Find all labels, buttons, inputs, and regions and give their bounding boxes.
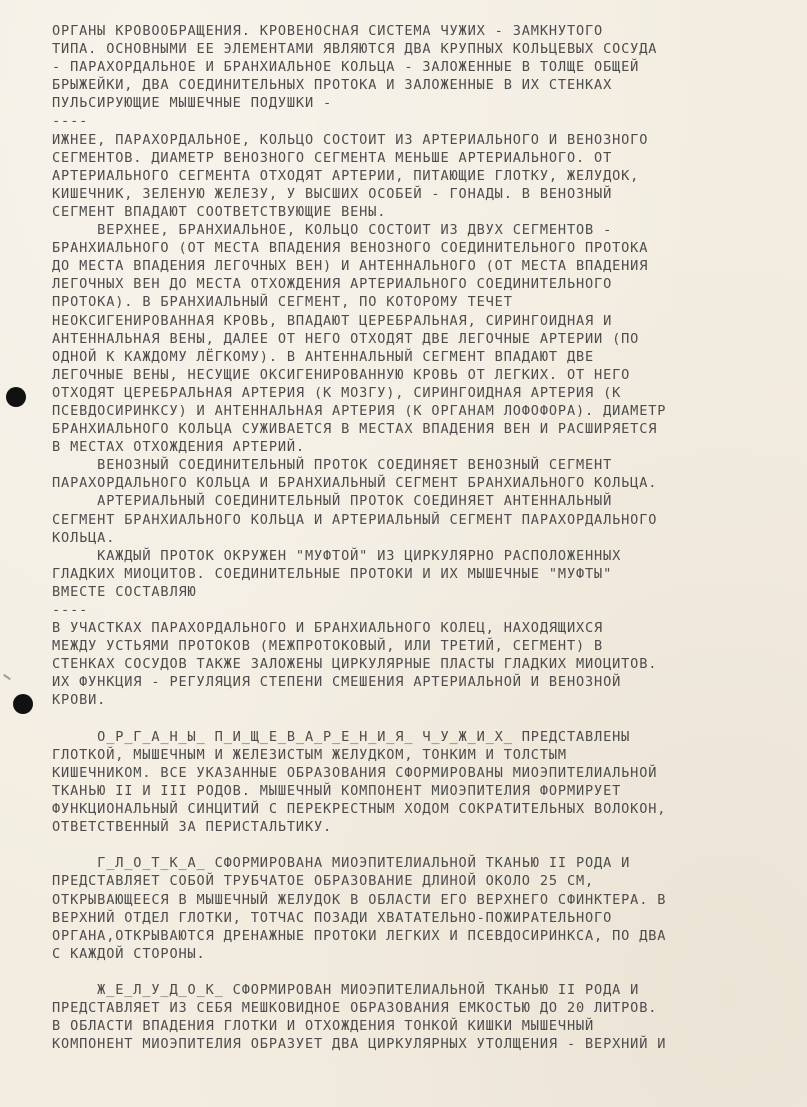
text-line: ПАРАХОРДАЛЬНОГО КОЛЬЦА И БРАНХИАЛЬНЫЙ СЕГМЕНТ БРАНХИАЛЬНОГО КОЛЬЦА. bbox=[52, 475, 658, 492]
text-line: ВЕРХНИЙ ОТДЕЛ ГЛОТКИ, ТОТЧАС ПОЗАДИ ХВАТАТЕЛЬНО-ПОЖИРАТЕЛЬНОГО bbox=[52, 909, 613, 926]
text-line: ФУНКЦИОНАЛЬНЫЙ СИНЦИТИЙ С ПЕРЕКРЕСТНЫМ ХОДОМ СОКРАТИТЕЛЬНЫХ ВОЛОКОН, bbox=[52, 801, 667, 818]
text-line: ОТХОДЯТ ЦЕРЕБРАЛЬНАЯ АРТЕРИЯ (К МОЗГУ), СИРИНГОИДНАЯ АРТЕРИЯ (К bbox=[52, 384, 622, 401]
text-line: БРЫЖЕЙКИ, ДВА СОЕДИНИТЕЛЬНЫХ ПРОТОКА И ЗАЛОЖЕННЫЕ В ИХ СТЕНКАХ bbox=[52, 77, 613, 94]
text-line: ОРГАНЫ КРОВООБРАЩЕНИЯ. КРОВЕНОСНАЯ СИСТЕМА ЧУЖИХ - ЗАМКНУТОГО bbox=[52, 23, 604, 39]
text-line: КИШЕЧНИК, ЗЕЛЕНУЮ ЖЕЛЕЗУ, У ВЫСШИХ ОСОБЕЙ - ГОНАДЫ. В ВЕНОЗНЫЙ bbox=[52, 185, 613, 202]
text-line: МЕЖДУ УСТЬЯМИ ПРОТОКОВ (МЕЖПРОТОКОВЫЙ, ИЛИ ТРЕТИЙ, СЕГМЕНТ) В bbox=[52, 638, 604, 655]
text-line: ВМЕСТЕ СОСТАВЛЯЮ bbox=[52, 583, 197, 600]
text-line: КРОВИ. bbox=[52, 692, 107, 709]
text-line: ТИПА. ОСНОВНЫМИ ЕЕ ЭЛЕМЕНТАМИ ЯВЛЯЮТСЯ ДВА КРУПНЫХ КОЛЬЦЕВЫХ СОСУДА bbox=[52, 41, 658, 58]
text-line: НЕОКСИГЕНИРОВАННАЯ КРОВЬ, ВПАДАЮТ ЦЕРЕБРАЛЬНАЯ, СИРИНГОИДНАЯ И bbox=[52, 312, 613, 329]
text-line: В УЧАСТКАХ ПАРАХОРДАЛЬНОГО И БРАНХИАЛЬНОГО КОЛЕЦ, НАХОДЯЩИХСЯ bbox=[52, 620, 604, 637]
text-line: ГЛАДКИХ МИОЦИТОВ. СОЕДИНИТЕЛЬНЫЕ ПРОТОКИ И ИХ МЫШЕЧНЫЕ "МУФТЫ" bbox=[52, 565, 613, 582]
text-line: ИЖНЕЕ, ПАРАХОРДАЛЬНОЕ, КОЛЬЦО СОСТОИТ ИЗ АРТЕРИАЛЬНОГО И ВЕНОЗНОГО bbox=[52, 131, 649, 148]
text-line: СЕГМЕНТ ВПАДАЮТ СООТВЕТСТВУЮЩИЕ ВЕНЫ. bbox=[52, 203, 387, 220]
text-line: В ОБЛАСТИ ВПАДЕНИЯ ГЛОТКИ И ОТХОЖДЕНИЯ ТОНКОЙ КИШКИ МЫШЕЧНЫЙ bbox=[52, 1018, 595, 1035]
text-line: АРТЕРИАЛЬНОГО СЕГМЕНТА ОТХОДЯТ АРТЕРИИ, ПИТАЮЩИЕ ГЛОТКУ, ЖЕЛУДОК, bbox=[52, 167, 640, 184]
text-line: ГЛОТКОЙ, МЫШЕЧНЫМ И ЖЕЛЕЗИСТЫМ ЖЕЛУДКОМ, ТОНКИМ И ТОЛСТЫМ bbox=[52, 746, 567, 763]
text-line: ПУЛЬСИРУЮЩИЕ МЫШЕЧНЫЕ ПОДУШКИ - bbox=[52, 95, 333, 112]
blank-line bbox=[52, 963, 800, 981]
text-line: ТКАНЬЮ II И III РОДОВ. МЫШЕЧНЫЙ КОМПОНЕНТ МИОЭПИТЕЛИЯ ФОРМИРУЕТ bbox=[52, 782, 622, 799]
text-line: ЛЕГОЧНЫЕ ВЕНЫ, НЕСУЩИЕ ОКСИГЕНИРОВАННУЮ КРОВЬ ОТ ЛЕГКИХ. ОТ НЕГО bbox=[52, 366, 631, 383]
text-line: ПРЕДСТАВЛЯЕТ ИЗ СЕБЯ МЕШКОВИДНОЕ ОБРАЗОВАНИЯ ЕМКОСТЬЮ ДО 20 ЛИТРОВ. bbox=[52, 1000, 658, 1017]
text-line: ОТВЕТСТВЕННЫЙ ЗА ПЕРИСТАЛЬТИКУ. bbox=[52, 819, 333, 836]
text-line: ПРОТОКА). В БРАНХИАЛЬНЫЙ СЕГМЕНТ, ПО КОТОРОМУ ТЕЧЕТ bbox=[52, 294, 513, 311]
text-line: ВЕНОЗНЫЙ СОЕДИНИТЕЛЬНЫЙ ПРОТОК СОЕДИНЯЕТ ВЕНОЗНЫЙ СЕГМЕНТ bbox=[52, 457, 613, 474]
punch-hole bbox=[6, 387, 26, 407]
text-line: СТЕНКАХ СОСУДОВ ТАКЖЕ ЗАЛОЖЕНЫ ЦИРКУЛЯРНЫЕ ПЛАСТЫ ГЛАДКИХ МИОЦИТОВ. bbox=[52, 656, 658, 673]
text-line: КАЖДЫЙ ПРОТОК ОКРУЖЕН "МУФТОЙ" ИЗ ЦИРКУЛЯРНО РАСПОЛОЖЕННЫХ bbox=[52, 547, 622, 564]
text-line: С КАЖДОЙ СТОРОНЫ. bbox=[52, 945, 206, 962]
text-line: ЛЕГОЧНЫХ ВЕН ДО МЕСТА ОТХОЖДЕНИЯ АРТЕРИАЛЬНОГО СОЕДИНИТЕЛЬНОГО bbox=[52, 276, 613, 293]
text-line: - ПАРАХОРДАЛЬНОЕ И БРАНХИАЛЬНОЕ КОЛЬЦА - ЗАЛОЖЕННЫЕ В ТОЛЩЕ ОБЩЕЙ bbox=[52, 59, 640, 76]
text-line: СЕГМЕНТОВ. ДИАМЕТР ВЕНОЗНОГО СЕГМЕНТА МЕНЬШЕ АРТЕРИАЛЬНОГО. ОТ bbox=[52, 149, 613, 166]
text-line: ИХ ФУНКЦИЯ - РЕГУЛЯЦИЯ СТЕПЕНИ СМЕШЕНИЯ АРТЕРИАЛЬНОЙ И ВЕНОЗНОЙ bbox=[52, 674, 622, 691]
typewritten-text bbox=[52, 22, 800, 1053]
text-line: ПРЕДСТАВЛЯЕТ СОБОЙ ТРУБЧАТОЕ ОБРАЗОВАНИЕ ДЛИНОЙ ОКОЛО 25 СМ, bbox=[52, 873, 595, 890]
text-line: ---- bbox=[52, 113, 89, 130]
text-line: КОЛЬЦА. bbox=[52, 529, 116, 546]
text-line: СЕГМЕНТ БРАНХИАЛЬНОГО КОЛЬЦА И АРТЕРИАЛЬНЫЙ СЕГМЕНТ ПАРАХОРДАЛЬНОГО bbox=[52, 511, 658, 528]
text-line: ПСЕВДОСИРИНКСУ) И АНТЕННАЛЬНАЯ АРТЕРИЯ (К ОРГАНАМ ЛОФОФОРА). ДИАМЕТР bbox=[52, 402, 667, 419]
text-line: ---- bbox=[52, 602, 89, 618]
punch-hole bbox=[13, 694, 33, 714]
text-line: БРАНХИАЛЬНОГО КОЛЬЦА СУЖИВАЕТСЯ В МЕСТАХ ВПАДЕНИЯ ВЕН И РАСШИРЯЕТСЯ bbox=[52, 421, 658, 438]
blank-line bbox=[52, 710, 800, 728]
text-line: АНТЕННАЛЬНАЯ ВЕНЫ, ДАЛЕЕ ОТ НЕГО ОТХОДЯТ ДВЕ ЛЕГОЧНЫЕ АРТЕРИИ (ПО bbox=[52, 330, 640, 347]
text-line: КИШЕЧНИКОМ. ВСЕ УКАЗАННЫЕ ОБРАЗОВАНИЯ СФОРМИРОВАНЫ МИОЭПИТЕЛИАЛЬНОЙ bbox=[52, 764, 658, 781]
text-line: Ж_Е_Л_У_Д_О_К_ СФОРМИРОВАН МИОЭПИТЕЛИАЛЬНОЙ ТКАНЬЮ II РОДА И bbox=[52, 981, 640, 998]
text-line: КОМПОНЕНТ МИОЭПИТЕЛИЯ ОБРАЗУЕТ ДВА ЦИРКУЛЯРНЫХ УТОЛЩЕНИЯ - ВЕРХНИЙ И bbox=[52, 1036, 667, 1053]
text-line: ОДНОЙ К КАЖДОМУ ЛЁГКОМУ). В АНТЕННАЛЬНЫЙ СЕГМЕНТ ВПАДАЮТ ДВЕ bbox=[52, 348, 595, 365]
text-line: ВЕРХНЕЕ, БРАНХИАЛЬНОЕ, КОЛЬЦО СОСТОИТ ИЗ ДВУХ СЕГМЕНТОВ - bbox=[52, 222, 613, 239]
text-line: БРАНХИАЛЬНОГО (ОТ МЕСТА ВПАДЕНИЯ ВЕНОЗНОГО СОЕДИНИТЕЛЬНОГО ПРОТОКА bbox=[52, 240, 649, 257]
text-line: О_Р_Г_А_Н_Ы_ П_И_Щ_Е_В_А_Р_Е_Н_И_Я_ Ч_У_Ж_И_Х_ ПРЕДСТАВЛЕНЫ bbox=[52, 728, 631, 745]
text-line: В МЕСТАХ ОТХОЖДЕНИЯ АРТЕРИЙ. bbox=[52, 439, 305, 456]
text-line: ОТКРЫВАЮЩЕЕСЯ В МЫШЕЧНЫЙ ЖЕЛУДОК В ОБЛАСТИ ЕГО ВЕРХНЕГО СФИНКТЕРА. В bbox=[52, 891, 667, 908]
text-line: Г_Л_О_Т_К_А_ СФОРМИРОВАНА МИОЭПИТЕЛИАЛЬНОЙ ТКАНЬЮ II РОДА И bbox=[52, 855, 631, 872]
text-line: ДО МЕСТА ВПАДЕНИЯ ЛЕГОЧНЫХ ВЕН) И АНТЕННАЛЬНОГО (ОТ МЕСТА ВПАДЕНИЯ bbox=[52, 258, 649, 275]
blank-line bbox=[52, 836, 800, 854]
edge-mark bbox=[3, 674, 11, 680]
text-line: ОРГАНА,ОТКРЫВАЮТСЯ ДРЕНАЖНЫЕ ПРОТОКИ ЛЕГКИХ И ПСЕВДОСИРИНКСА, ПО ДВА bbox=[52, 927, 667, 944]
text-line: АРТЕРИАЛЬНЫЙ СОЕДИНИТЕЛЬНЫЙ ПРОТОК СОЕДИНЯЕТ АНТЕННАЛЬНЫЙ bbox=[52, 493, 613, 510]
